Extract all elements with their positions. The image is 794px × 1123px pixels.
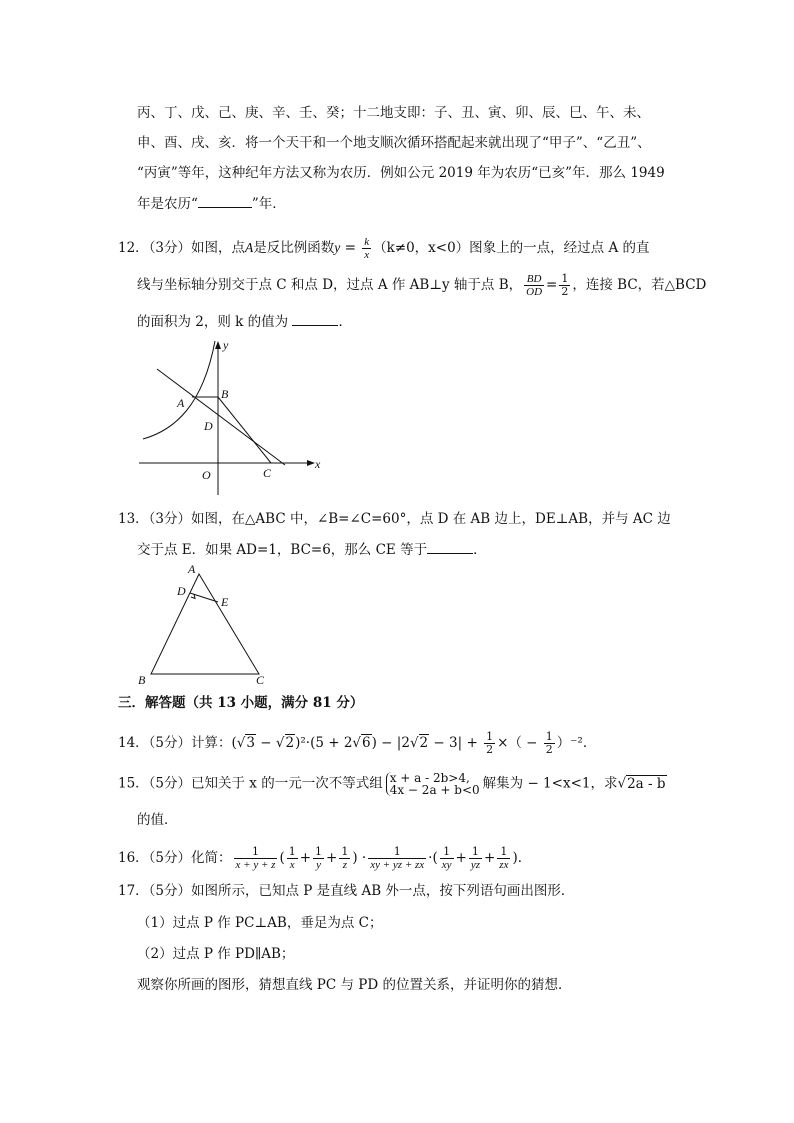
q12-frac-two: 2 [561, 285, 569, 298]
q16-fyz-num: 1 [469, 846, 482, 859]
q16-fy-num: 1 [315, 845, 323, 858]
fig13-label-a: A [188, 562, 196, 576]
q12-text-line2b: ，连接 BC，若△BCD [572, 277, 707, 293]
q12-equals: = [344, 240, 356, 256]
fig12-label-d: D [204, 419, 213, 433]
q17-step-1: （1）过点 P 作 PC⊥AB，垂足为点 C； [137, 915, 383, 931]
q12-number: 12． [118, 240, 149, 256]
q13-figure [135, 560, 285, 690]
q14-text-a: 14．（5分）计算：( [118, 735, 237, 751]
q12-frac-one: 1 [561, 272, 569, 285]
fig12-label-o: O [202, 468, 211, 482]
intro-line-4-text: 年是农历“ [137, 196, 198, 212]
fig13-label-e: E [221, 595, 229, 609]
q17-line-1: 17．（5分）如图所示，已知点 P 是直线 AB 外一点，按下列语句画出图形． [118, 883, 575, 899]
q16-fzx-den: zx [499, 859, 509, 871]
q16-lparen-2: ( [432, 850, 438, 866]
q13-text-line2: 交于点 E．如果 AD=1，BC=6，那么 CE 等于 [137, 542, 428, 558]
q14-line: 14．（5分）计算：(√3 − √2)²·(5 + 2√6) − |2√2 − 3| + $\frac{1}{2}$ ×（ − $\frac{1}{2}$ ）⁻²． [118, 730, 597, 756]
triangle-abc [151, 574, 259, 674]
q12-frac-den: x [364, 249, 370, 261]
q14-sqrt3: 3 [246, 735, 255, 751]
y-axis-arrow [215, 341, 221, 349]
q12-text-line3: 的面积为 2，则 k 的值为 [137, 314, 289, 330]
q14-half2-den: 2 [545, 743, 553, 756]
fig13-label-c: C [256, 673, 265, 687]
q14-text-d: − 3| + [429, 735, 483, 751]
answer-blank-13[interactable] [427, 539, 473, 554]
q14-half1-den: 2 [486, 743, 494, 756]
q16-plus-1: + [299, 850, 312, 866]
q16-frac-1-over-x [287, 846, 298, 871]
q12-text-cond: （k≠0，x<0）图象上的一点，经过点 A 的直 [373, 240, 650, 256]
q16-f1-den: x + y + z [235, 859, 276, 871]
q16-fz-den: z [342, 859, 347, 871]
q16-text-a: 16．（5分）化简： [118, 850, 232, 866]
fig12-label-b: B [221, 387, 229, 401]
q14-minus: − [256, 735, 276, 751]
q12-fraction-half [559, 273, 570, 298]
q12-frac-num: k [364, 236, 370, 248]
section-3-heading: 三．解答题（共 13 小题，满分 81 分） [118, 695, 364, 711]
q14-half1-num: 1 [486, 730, 494, 743]
x-axis-arrow [307, 460, 315, 466]
q12-figure [135, 335, 335, 500]
q12-line-1 [118, 236, 650, 261]
q12-line-3 [137, 311, 352, 332]
q16-fx-num: 1 [288, 845, 296, 858]
q16-f3-num: 1 [368, 846, 426, 859]
q15-radicand: 2a - b [627, 775, 666, 792]
q12-fraction-bd-od [524, 273, 544, 298]
q13-line-1: 13．（3分）如图，在△ABC 中，∠B=∠C=60°，点 D 在 AB 边上，DE⊥AB，并与 AC 边 [118, 511, 671, 527]
answer-blank-12[interactable] [292, 311, 338, 326]
q16-fy-den: y [316, 859, 321, 871]
intro-line-2: 申、酉、戌、亥．将一个天干和一个地支顺次循环搭配起来就出现了“甲子”、“乙丑”、 [137, 135, 651, 151]
fig13-label-b: B [138, 673, 146, 687]
answer-blank-11[interactable] [198, 193, 252, 208]
q12-text-a2: 是反比例函数 [253, 240, 335, 256]
q16-plus-4: + [483, 850, 496, 866]
q14-text-c: ) − |2 [371, 735, 410, 751]
q12-points: （3分） [148, 240, 192, 256]
q14-text-b: )²·(5 + 2 [295, 735, 353, 751]
q12-end: ． [338, 314, 352, 330]
q12-text-line2a: 线与坐标轴分别交于点 C 和点 D，过点 A 作 AB⊥y 轴于点 B， [137, 277, 523, 293]
q16-plus-3: + [455, 850, 467, 866]
q16-line [118, 846, 531, 871]
q14-text-e: ×（ − [497, 735, 542, 751]
q15-line-2: 的值． [137, 812, 178, 828]
q16-lparen-1: ( [279, 850, 285, 866]
q16-fz-num: 1 [341, 845, 349, 858]
q16-fx-den: x [289, 859, 295, 871]
q12-frac-bd: BD [524, 273, 544, 286]
q14-text-f: ）⁻²． [556, 735, 597, 751]
q16-frac-1-over-y [313, 846, 324, 871]
segment-bc [218, 397, 271, 463]
q17-line-4: 观察你所画的图形，猜想直线 PC 与 PD 的位置关系，并证明你的猜想． [137, 977, 572, 993]
intro-line-4-end: ”年． [251, 196, 286, 212]
q16-fxy-num: 1 [440, 846, 454, 859]
q15-text-a: 15．（5分）已知关于 x 的一元一次不等式组 [118, 775, 383, 792]
q16-dot-1: · [361, 850, 367, 866]
q15-line-1: 15．（5分）已知关于 x 的一元一次不等式组 x + a - 2b>4, 4x − 2a + b<0 解集为 − 1<x<1，求√2a - b [118, 771, 666, 797]
q16-frac-1-over-sum [234, 846, 278, 871]
fig13-label-d: D [177, 584, 186, 598]
q16-fxy-den: xy [441, 859, 452, 871]
q16-f3-den: xy + yz + zx [370, 859, 425, 871]
q16-fzx-num: 1 [497, 846, 510, 859]
q16-rparen-1: ) [352, 850, 358, 866]
q12-frac-od: OD [526, 286, 543, 298]
q12-var-y: y [334, 240, 341, 255]
q14-half-1 [484, 731, 495, 756]
q14-sqrt6: 6 [362, 735, 371, 751]
q16-frac-1-over-sum3 [368, 846, 426, 871]
q16-f1-num: 1 [234, 846, 278, 859]
intro-line-4 [137, 193, 286, 214]
q12-line-2 [137, 273, 706, 298]
q15-system [386, 772, 480, 796]
q14-sqrt2: 2 [285, 735, 295, 751]
fig12-label-a: A [177, 396, 185, 410]
fig12-label-x: x [315, 457, 321, 471]
q16-end: ． [517, 850, 532, 866]
q16-frac-1-over-yz [469, 846, 482, 871]
fig12-label-y: y [223, 338, 229, 352]
q14-half2-num: 1 [545, 730, 553, 743]
q16-frac-1-over-z [339, 846, 350, 871]
right-angle-mark [191, 594, 195, 599]
intro-line-3: “丙寅”等年，这种纪年方法又称为农历．例如公元 2019 年为农历“已亥”年．那么 1949 [137, 165, 665, 181]
q12-point-a: A [245, 240, 254, 255]
intro-line-1: 丙、丁、戊、己、庚、辛、壬、癸；十二地支即：子、丑、寅、卯、辰、巳、午、未、 [137, 105, 650, 121]
q15-ineq-2: 4x − 2a + b<0 [389, 783, 480, 797]
q16-frac-1-over-xy [440, 846, 454, 871]
q17-step-2: （2）过点 P 作 PD∥AB； [137, 946, 295, 962]
q16-plus-2: + [326, 850, 338, 866]
q15-text-b: 解集为 − 1<x<1，求 [482, 775, 618, 792]
q16-frac-1-over-zx [497, 846, 510, 871]
q15-ineq-1: x + a - 2b>4, [389, 771, 470, 785]
q16-fyz-den: yz [470, 859, 480, 871]
q12-fraction-k-over-x [362, 236, 371, 261]
q16-dot-2: · [428, 850, 433, 866]
q12-equals-2: = [546, 277, 558, 293]
q14-sqrt2b: 2 [419, 735, 429, 751]
fig12-label-c: C [263, 466, 272, 480]
line-ac [157, 369, 285, 465]
q13-line-2 [137, 539, 487, 560]
q14-half-2 [544, 731, 555, 756]
q12-text-a1: 如图，点 [191, 240, 246, 256]
q13-end: ． [473, 542, 487, 558]
q16-rparen-2: ) [512, 850, 518, 866]
